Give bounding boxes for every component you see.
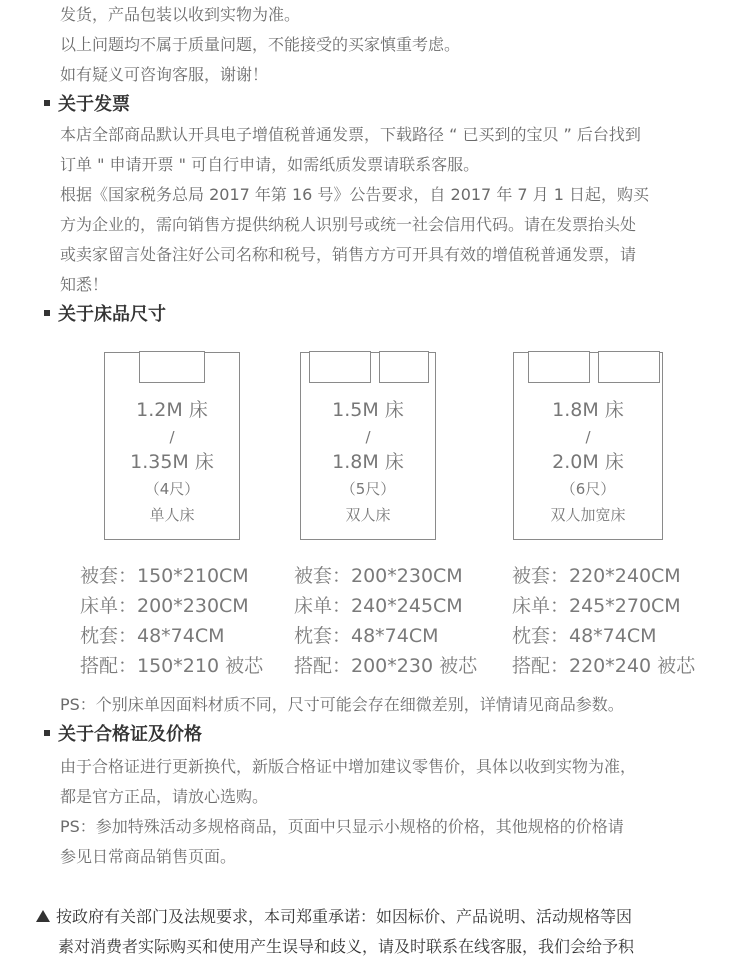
bed-size-slash: /: [365, 428, 371, 446]
bed-size-slash: /: [585, 428, 591, 446]
cert-heading: 关于合格证及价格: [44, 724, 202, 746]
bed-size-ps: PS：个别床单因面料材质不同，尺寸可能会存在细微差别，详情请见商品参数。: [60, 695, 624, 714]
spec-bed-sheet: 床单：245*270CM: [512, 595, 681, 617]
bed-diagram-double: [300, 352, 436, 540]
invoice-text-line: 知悉！: [60, 275, 109, 294]
spec-pillowcase: 枕套：48*74CM: [80, 625, 225, 647]
spec-pillowcase: 枕套：48*74CM: [294, 625, 439, 647]
cert-text-line: 参见日常商品销售页面。: [60, 847, 237, 866]
bullet-square-icon: [44, 310, 50, 316]
bed-size-line1: 1.2M 床: [136, 399, 208, 421]
warning-icon: [36, 910, 50, 922]
spec-match: 搭配：150*210 被芯: [80, 655, 264, 677]
pillow-icon: [379, 351, 429, 383]
pillow-icon: [139, 351, 205, 383]
bed-size-line2: 1.8M 床: [332, 451, 404, 473]
cert-text-line: 都是官方正品，请放心选购。: [60, 787, 269, 806]
bed-size-line1: 1.5M 床: [332, 399, 404, 421]
cert-text-line: PS：参加特殊活动多规格商品，页面中只显示小规格的价格，其他规格的价格请: [60, 817, 624, 836]
bed-size-heading: 关于床品尺寸: [44, 304, 166, 326]
shipping-note-line: 发货，产品包装以收到实物为准。: [60, 5, 301, 24]
bed-size-chi: （4尺）: [144, 480, 200, 498]
invoice-text-line: 或卖家留言处备注好公司名称和税号，销售方方可开具有效的增值税普通发票，请: [60, 245, 637, 264]
invoice-text-line: 本店全部商品默认开具电子增值税普通发票，下载路径 “ 已买到的宝贝 ” 后台找到: [60, 125, 641, 144]
spec-bed-sheet: 床单：240*245CM: [294, 595, 463, 617]
invoice-text-line: 订单 " 申请开票 " 可自行申请，如需纸质发票请联系客服。: [60, 155, 480, 174]
invoice-text-line: 根据《国家税务总局 2017 年第 16 号》公告要求，自 2017 年 7 月 1 日起，购买: [60, 185, 650, 204]
bed-size-chi: （5尺）: [340, 480, 396, 498]
bed-type: 双人床: [345, 506, 391, 524]
spec-bed-sheet: 床单：200*230CM: [80, 595, 249, 617]
pillow-icon: [528, 351, 590, 383]
shipping-note-line: 以上问题均不属于质量问题，不能接受的买家慎重考虑。: [60, 35, 461, 54]
bed-type: 单人床: [149, 506, 195, 524]
bullet-square-icon: [44, 730, 50, 736]
spec-match: 搭配：200*230 被芯: [294, 655, 478, 677]
spec-pillowcase: 枕套：48*74CM: [512, 625, 657, 647]
pillow-icon: [309, 351, 371, 383]
invoice-text-line: 方为企业的，需向销售方提供纳税人识别号或统一社会信用代码。请在发票抬头处: [60, 215, 637, 234]
bed-size-slash: /: [169, 428, 175, 446]
bed-diagram-single: [104, 352, 240, 540]
bed-size-line2: 1.35M 床: [130, 451, 214, 473]
spec-duvet-cover: 被套：150*210CM: [80, 565, 249, 587]
spec-match: 搭配：220*240 被芯: [512, 655, 696, 677]
notice-line: 按政府有关部门及法规要求，本司郑重承诺：如因标价、产品说明、活动规格等因: [36, 907, 632, 927]
spec-duvet-cover: 被套：200*230CM: [294, 565, 463, 587]
bed-size-line2: 2.0M 床: [552, 451, 624, 473]
pillow-icon: [598, 351, 660, 383]
notice-line: 素对消费者实际购买和使用产生误导和歧义，请及时联系在线客服，我们会给予积: [58, 937, 635, 956]
bed-size-line1: 1.8M 床: [552, 399, 624, 421]
invoice-heading: 关于发票: [44, 94, 130, 116]
bed-size-chi: （6尺）: [560, 480, 616, 498]
cert-text-line: 由于合格证进行更新换代，新版合格证中增加建议零售价，具体以收到实物为准，: [60, 757, 637, 776]
bed-diagram-wide: [513, 352, 663, 540]
bullet-square-icon: [44, 100, 50, 106]
shipping-note-line: 如有疑义可咨询客服，谢谢！: [60, 65, 269, 84]
spec-duvet-cover: 被套：220*240CM: [512, 565, 681, 587]
bed-type: 双人加宽床: [550, 506, 626, 524]
